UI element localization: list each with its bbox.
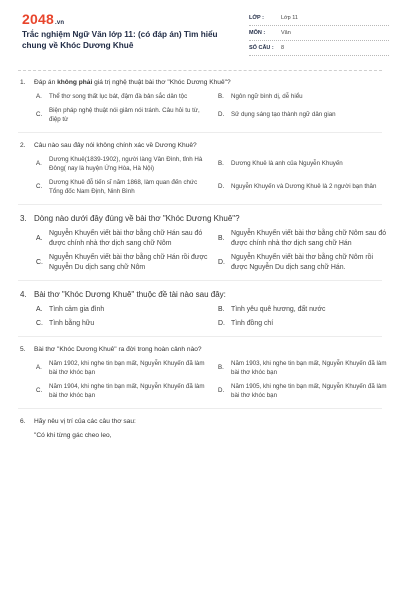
option-text: Dương Khuê là anh của Nguyễn Khuyến xyxy=(231,160,343,168)
question-text xyxy=(34,78,231,87)
option-text: Năm 1905, khi nghe tin bạn mất, Nguyễn Khuyến đã làm bài thơ khóc bạn xyxy=(231,382,387,399)
option-letter: D. xyxy=(218,111,225,119)
option-letter: B. xyxy=(218,93,224,100)
option-a[interactable] xyxy=(36,155,210,174)
option-text: Tình đồng chí xyxy=(231,319,274,327)
option-d[interactable] xyxy=(218,178,392,197)
question-text: Bài thơ "Khóc Dương Khuê" ra đời trong hoàn cảnh nào? xyxy=(34,345,202,353)
option-a[interactable] xyxy=(36,229,210,249)
meta-label: MÔN : xyxy=(249,30,266,36)
option-text: Sử dụng sáng tạo thành ngữ dân gian xyxy=(231,111,336,119)
option-d[interactable] xyxy=(218,319,392,329)
meta-row-subject xyxy=(249,26,389,41)
logo-text: 2048 xyxy=(22,11,54,27)
meta-value: Lớp 11 xyxy=(281,15,298,21)
option-c[interactable] xyxy=(36,253,210,273)
option-letter: D. xyxy=(218,319,225,327)
option-letter: A. xyxy=(36,234,43,242)
question-2 xyxy=(18,141,382,197)
option-letter: C. xyxy=(36,183,43,191)
option-text: Nguyễn Khuyến viết bài thơ bằng chữ Nôm rồi được Nguyễn Du dịch sang chữ Hán. xyxy=(231,253,374,271)
options-grid xyxy=(18,92,382,125)
question-separator xyxy=(18,132,382,133)
options-grid xyxy=(18,359,387,401)
question-3 xyxy=(18,213,387,273)
question-5 xyxy=(18,345,387,401)
options-grid xyxy=(18,155,382,197)
option-d[interactable] xyxy=(218,382,392,401)
question-number: 4. xyxy=(20,289,27,299)
meta-value: 8 xyxy=(281,45,285,51)
meta-value: Văn xyxy=(281,30,291,36)
option-letter: A. xyxy=(36,93,42,100)
question-number: 1. xyxy=(20,79,26,86)
meta-label: LỚP : xyxy=(249,15,264,21)
option-text: Năm 1904, khi nghe tin bạn mất, Nguyễn Khuyến đã làm bài thơ khóc bạn xyxy=(49,382,205,399)
question-separator xyxy=(18,336,382,337)
option-text: Năm 1903, khi nghe tin bạn mất, Nguyễn Khuyến đã làm bài thơ khóc bạn xyxy=(231,359,387,376)
option-b[interactable] xyxy=(218,305,392,315)
option-text: Dương Khuê đỗ tiến sĩ năm 1868, làm quan đến chức Tổng đốc Nam Định, Ninh Bình xyxy=(49,178,198,195)
question-list xyxy=(18,78,387,447)
page-header xyxy=(0,0,400,70)
option-b[interactable] xyxy=(218,155,392,174)
question-number: 3. xyxy=(20,213,27,223)
option-text: Dương Khuê(1839-1902), người làng Vân Đình, tỉnh Hà Đông( nay là huyện Ứng Hòa, Hà Nội) xyxy=(49,155,203,172)
poem-quote: "Có khi từng gác cheo leo, xyxy=(34,431,112,439)
question-text-post: giá trị nghệ thuật bài thơ "Khóc Dương Khuê"? xyxy=(92,79,231,86)
option-c[interactable] xyxy=(36,178,210,197)
option-d[interactable] xyxy=(218,253,392,273)
option-text: Thể thơ song thất lục bát, đậm đà bản sắc dân tộc xyxy=(49,93,188,100)
option-a[interactable] xyxy=(36,92,210,102)
option-a[interactable] xyxy=(36,359,210,378)
document-title: Trắc nghiệm Ngữ Văn lớp 11: (có đáp án) Tìm hiểu chung về Khóc Dương Khuê xyxy=(22,30,218,50)
option-letter: B. xyxy=(218,364,224,372)
option-letter: B. xyxy=(218,305,225,313)
option-letter: C. xyxy=(36,387,43,395)
option-letter: A. xyxy=(36,364,42,372)
option-letter: A. xyxy=(36,160,42,168)
option-b[interactable] xyxy=(218,359,392,378)
option-c[interactable] xyxy=(36,106,210,125)
question-separator xyxy=(18,408,382,409)
option-letter: D. xyxy=(218,258,225,266)
option-b[interactable] xyxy=(218,229,392,249)
question-text: Bài thơ "Khóc Dương Khuê" thuộc đề tài nào sau đây: xyxy=(34,289,226,299)
question-4 xyxy=(18,289,382,329)
header-divider xyxy=(18,70,382,71)
question-number: 6. xyxy=(20,417,26,425)
meta-row-count xyxy=(249,41,389,56)
option-letter: C. xyxy=(36,258,43,266)
option-letter: B. xyxy=(218,234,225,242)
question-text-pre: Đáp án xyxy=(34,79,58,86)
option-letter: A. xyxy=(36,305,43,313)
question-1 xyxy=(18,78,382,125)
option-text: Tình cảm gia đình xyxy=(49,305,105,313)
option-c[interactable] xyxy=(36,382,210,401)
option-text: Tình yêu quê hương, đất nước xyxy=(231,305,326,313)
option-text: Nguyễn Khuyến viết bài thơ bằng chữ Hán rồi được Nguyễn Du dịch sang chữ Nôm xyxy=(49,253,208,271)
option-d[interactable] xyxy=(218,106,392,125)
question-6 xyxy=(18,417,382,440)
option-text: Ngôn ngữ bình dị, dễ hiểu xyxy=(231,93,303,100)
question-separator xyxy=(18,280,382,281)
option-text: Biện pháp nghệ thuật nói giảm nói tránh. Câu hỏi tu từ, điệp từ xyxy=(49,106,200,123)
option-text: Tình bằng hữu xyxy=(49,319,95,327)
option-text: Năm 1902, khi nghe tin bạn mất, Nguyễn Khuyến đã làm bài thơ khóc bạn xyxy=(49,359,205,376)
meta-box xyxy=(249,11,389,56)
meta-label: SỐ CÂU : xyxy=(249,45,274,51)
question-text-bold: không phải xyxy=(57,79,93,86)
option-a[interactable] xyxy=(36,305,210,315)
site-logo[interactable] xyxy=(22,11,64,27)
question-number: 2. xyxy=(20,141,26,149)
question-text: Dòng nào dưới đây đúng về bài thơ "Khóc Dương Khuê"? xyxy=(34,213,240,223)
option-letter: C. xyxy=(36,319,43,327)
question-text: Hãy nêu vị trí của các câu thơ sau: xyxy=(34,417,136,425)
option-text: Nguyễn Khuyến viết bài thơ bằng chữ Hán sau đó được chính nhà thơ dịch sang chữ Nôm xyxy=(49,229,203,247)
options-grid xyxy=(18,229,387,273)
question-number: 5. xyxy=(20,345,26,353)
question-separator xyxy=(18,204,382,205)
meta-row-class xyxy=(249,11,389,26)
option-letter: C. xyxy=(36,111,43,119)
question-text: Câu nào sau đây nói không chính xác về Dương Khuê? xyxy=(34,141,197,149)
option-letter: D. xyxy=(218,387,225,395)
option-letter: B. xyxy=(218,160,224,168)
option-b[interactable] xyxy=(218,92,392,102)
option-text: Nguyễn Khuyến viết bài thơ bằng chữ Nôm sau đó được chính nhà thơ dịch sang chữ Hán xyxy=(231,229,387,247)
option-text: Nguyễn Khuyến và Dương Khuê là 2 người bạn thân xyxy=(231,183,377,191)
option-letter: D. xyxy=(218,183,225,191)
option-c[interactable] xyxy=(36,319,210,329)
options-grid xyxy=(18,305,382,329)
logo-suffix: .vn xyxy=(54,20,65,26)
